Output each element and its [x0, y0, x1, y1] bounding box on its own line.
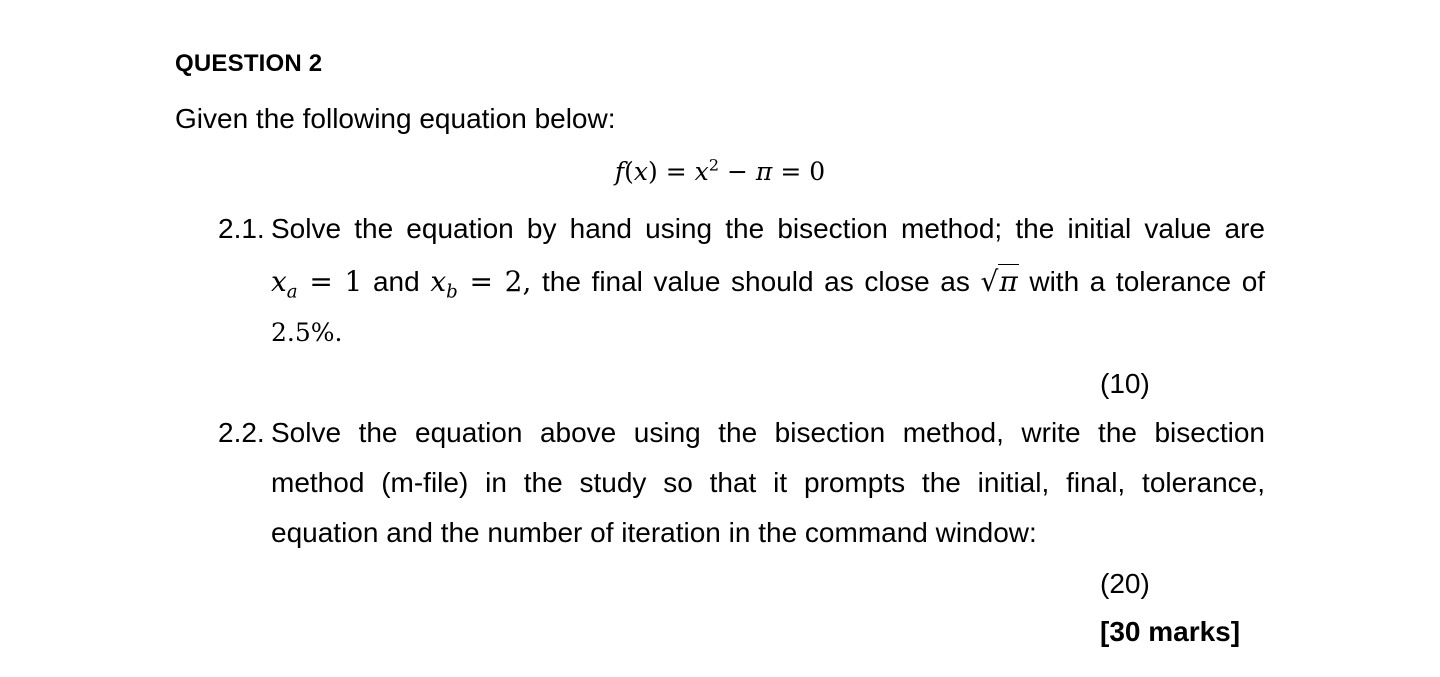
sqrt-icon: √ — [980, 265, 999, 298]
item-2-1-line-1: Solve the equation by hand using the bisection method; the initial value are — [271, 213, 1265, 244]
xa-subscript: a — [286, 281, 298, 303]
item-2-2-marks: (20) — [1100, 568, 1150, 599]
equation-zero: 0 — [809, 157, 826, 186]
item-number-2-2: 2.2. — [218, 417, 265, 448]
line2-end-text: with a tolerance of — [1029, 266, 1266, 297]
sqrt-pi — [980, 265, 1018, 298]
item-2-1-line-2 — [271, 265, 1266, 303]
main-equation: $f(x) = x^2 - \pi = 0$ — [614, 155, 826, 186]
item-2-2-line-3: equation and the number of iteration in the command window: — [271, 517, 1037, 548]
item-2-1-line-3: 2.5%. — [271, 318, 343, 347]
and-text: and — [372, 266, 420, 297]
xb-symbol: x — [430, 265, 447, 298]
item-2-2-line-2: method (m-file) in the study so that it prompts the initial, final, tolerance, — [271, 467, 1265, 498]
equation-function: f — [614, 157, 625, 186]
xa-symbol: x — [271, 265, 287, 298]
xb-value: = 2, — [469, 265, 532, 298]
equation-variable-2: x — [694, 157, 709, 186]
equation-variable: x — [633, 157, 648, 186]
question-intro: Given the following equation below: — [175, 103, 616, 134]
total-marks: [30 marks] — [1100, 616, 1241, 647]
item-2-2-line-1: Solve the equation above using the bisection method, write the bisection — [271, 417, 1265, 448]
xb-expression — [430, 265, 532, 303]
equation-minus: − — [727, 157, 748, 186]
item-2-1-marks: (10) — [1100, 368, 1150, 399]
item-number-2-1: 2.1. — [218, 213, 265, 244]
equation-equals-1: = — [665, 157, 687, 186]
xa-expression — [271, 265, 363, 303]
xa-value: = 1 — [309, 265, 363, 298]
equation-exponent: 2 — [708, 155, 720, 175]
question-heading: QUESTION 2 — [175, 50, 323, 77]
equation-equals-2: = — [780, 157, 802, 186]
xb-subscript: b — [446, 281, 458, 303]
sqrt-argument: π — [999, 265, 1018, 298]
line2-mid-text: the final value should as close as — [542, 266, 970, 297]
equation-pi: π — [755, 157, 773, 186]
